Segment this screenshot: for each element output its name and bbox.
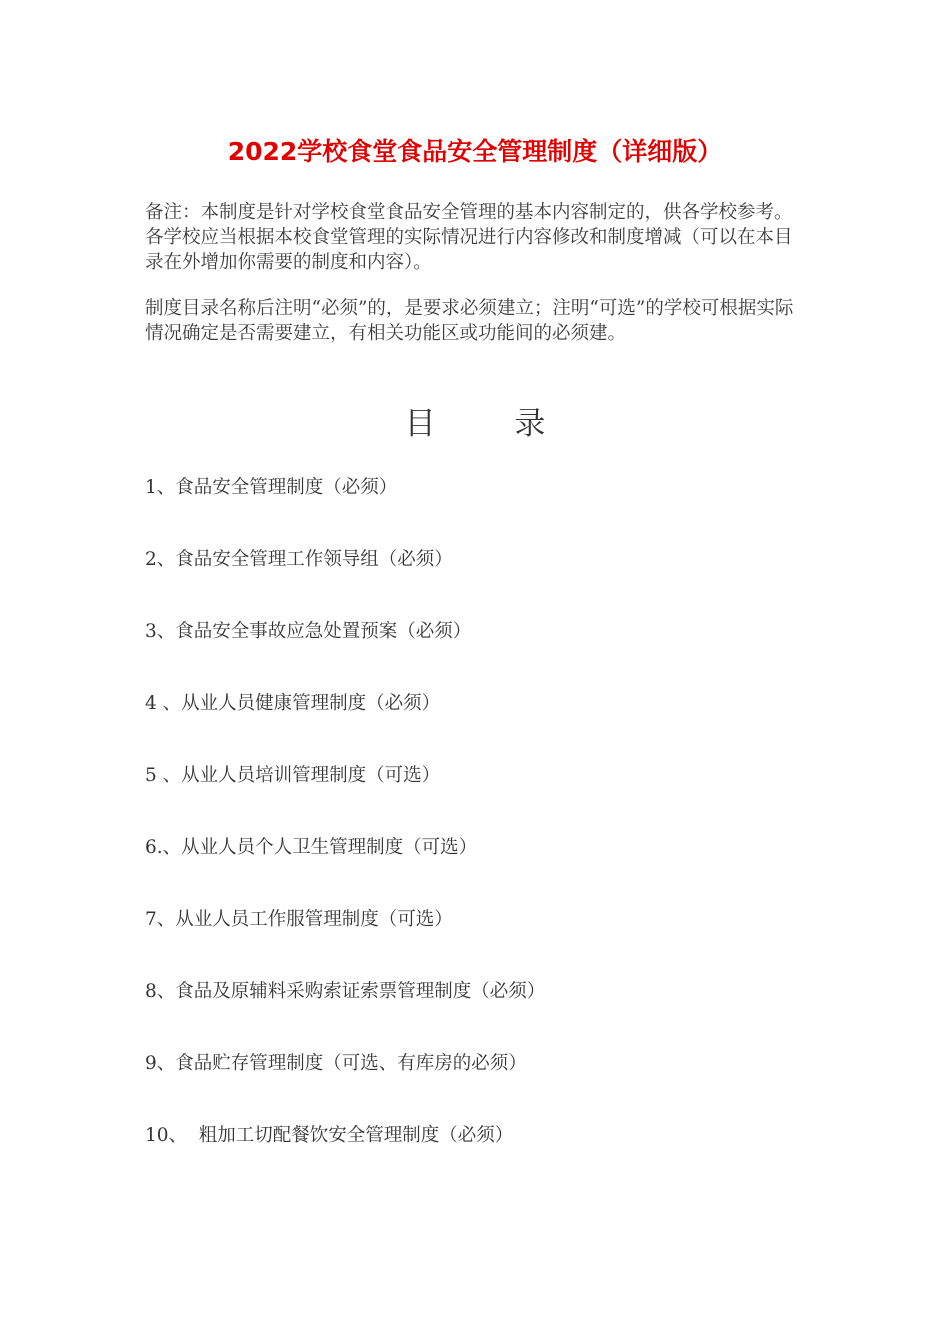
- note-paragraph-2: 制度目录名称后注明“必须”的，是要求必须建立；注明“可选”的学校可根据实际情况确定是否需要建立，有相关功能区或功能间的必须建。: [145, 298, 794, 344]
- toc-item: 7、从业人员工作服管理制度（可选）: [145, 909, 453, 930]
- document-title: 2022学校食堂食品安全管理制度（详细版）: [227, 137, 723, 166]
- toc-item: 4 、从业人员健康管理制度（必须）: [145, 693, 441, 714]
- toc-item: 2、食品安全管理工作领导组（必须）: [145, 549, 453, 570]
- toc-item: 10、 粗加工切配餐饮安全管理制度（必须）: [145, 1125, 514, 1146]
- toc-item: 3、食品安全事故应急处置预案（必须）: [145, 621, 472, 642]
- toc-list: [145, 474, 810, 1194]
- toc-item: 8、食品及原辅料采购索证索票管理制度（必须）: [145, 981, 546, 1002]
- toc-item: 9、食品贮存管理制度（可选、有库房的必须）: [145, 1053, 527, 1074]
- toc-item: 6.、从业人员个人卫生管理制度（可选）: [145, 837, 478, 858]
- toc-item: 5 、从业人员培训管理制度（可选）: [145, 765, 441, 786]
- toc-heading: 目 录: [404, 406, 546, 442]
- note-paragraph-1: 备注：本制度是针对学校食堂食品安全管理的基本内容制定的，供各学校参考。各学校应当根据本校食堂管理的实际情况进行内容修改和制度增减（可以在本目录在外增加你需要的制度和内容）。: [145, 202, 793, 273]
- toc-item: 1、食品安全管理制度（必须）: [145, 477, 398, 498]
